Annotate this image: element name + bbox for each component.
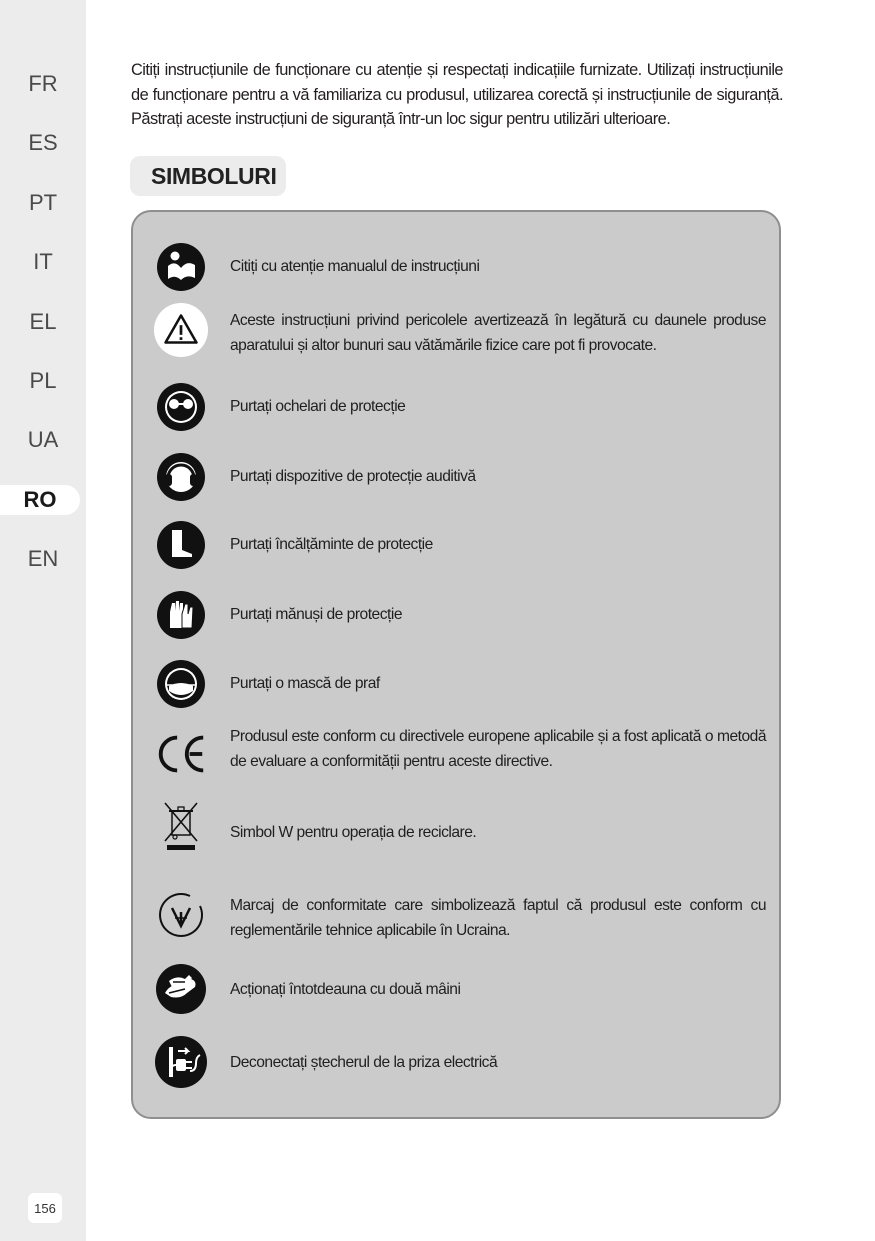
symbol-text: Aceste instrucțiuni privind pericolele avertizează în legătură cu daunele produse aparatului și altor bunuri sau vătămările fizice care pot fi provocate.	[230, 312, 766, 354]
symbol-text: Deconectați ștecherul de la priza electrică	[230, 1054, 498, 1071]
unplug-icon	[153, 1034, 209, 1090]
lang-en[interactable]: EN	[27, 546, 59, 571]
two-hands-icon	[153, 961, 209, 1017]
ukraine-conformity-icon	[153, 887, 209, 943]
symbol-row	[133, 1037, 779, 1091]
safety-boots-icon	[153, 517, 209, 573]
lang-es[interactable]: ES	[28, 130, 58, 155]
symbol-row	[133, 798, 779, 858]
safety-goggles-icon	[153, 379, 209, 435]
symbol-text: Purtați dispozitive de protecție auditivă	[230, 468, 476, 485]
dust-mask-icon	[153, 656, 209, 712]
symbol-row	[133, 964, 779, 1016]
symbol-row	[133, 520, 779, 570]
intro-paragraph: Citiți instrucțiunile de funcționare cu atenție și respectați indicațiile furnizate. Utilizați instrucțiunile de funcționare pentru a vă familiariza cu produsul, utilizarea corectă și instrucțiunile de siguranță. Păstrați aceste instrucțiuni de siguranță într-un loc sigur pentru utilizări ulterioare.	[131, 61, 783, 128]
symbol-text: Marcaj de conformitate care simbolizează faptul că produsul este conform cu reglementările tehnice aplicabile în Ucraina.	[230, 897, 766, 939]
page-number: 156	[28, 1193, 62, 1223]
symbol-text: Purtați mănuși de protecție	[230, 606, 402, 623]
symbol-row	[133, 242, 779, 292]
symbol-row	[133, 302, 779, 362]
symbol-text: Simbol W pentru operația de reciclare.	[230, 824, 477, 841]
symbol-text: Produsul este conform cu directivele europene aplicabile și a fost aplicată o metodă de evaluare a conformității pentru aceste directive.	[230, 728, 766, 770]
read-manual-icon	[153, 239, 209, 295]
ce-mark-icon	[153, 726, 209, 782]
symbol-text: Purtați încălțăminte de protecție	[230, 536, 433, 553]
symbols-panel	[131, 210, 781, 1119]
lang-pl[interactable]: PL	[29, 368, 57, 393]
symbol-row	[133, 890, 779, 950]
symbol-row	[133, 452, 779, 502]
symbol-row	[133, 659, 779, 709]
warning-icon	[153, 302, 209, 358]
lang-el[interactable]: EL	[29, 309, 57, 334]
lang-fr[interactable]: FR	[28, 71, 58, 96]
lang-pt[interactable]: PT	[28, 190, 58, 215]
section-title: SIMBOLURI	[130, 156, 286, 196]
lang-it[interactable]: IT	[33, 249, 53, 274]
lang-ua[interactable]: UA	[27, 427, 59, 452]
symbol-text: Acționați întotdeauna cu două mâini	[230, 981, 461, 998]
symbol-text: Purtați o mască de praf	[230, 675, 380, 692]
weee-bin-icon	[153, 798, 209, 854]
symbol-text: Citiți cu atenție manualul de instrucțiuni	[230, 258, 480, 275]
language-sidebar	[0, 0, 86, 1241]
symbol-row	[133, 590, 779, 640]
symbol-text: Purtați ochelari de protecție	[230, 398, 406, 415]
safety-gloves-icon	[153, 587, 209, 643]
symbol-row	[133, 724, 779, 784]
ear-protection-icon	[153, 449, 209, 505]
symbol-row	[133, 382, 779, 432]
lang-ro-active[interactable]: RO	[0, 485, 80, 515]
